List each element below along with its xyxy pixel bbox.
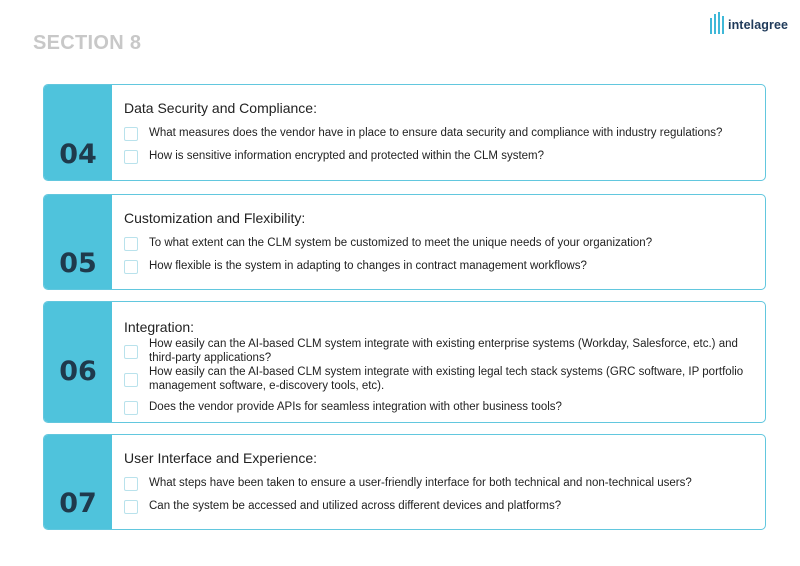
checkbox[interactable]	[124, 260, 138, 274]
checkbox[interactable]	[124, 345, 138, 359]
section-title: SECTION 8	[33, 32, 142, 54]
checkbox[interactable]	[124, 500, 138, 514]
card-number-panel	[44, 435, 112, 529]
card-number-panel	[44, 195, 112, 289]
checkbox[interactable]	[124, 127, 138, 141]
logo-text: intelagree	[728, 18, 789, 32]
question-text: How is sensitive information encrypted and protected within the CLM system?	[149, 150, 545, 162]
logo	[710, 11, 788, 35]
checkbox[interactable]	[124, 477, 138, 491]
card-title: Data Security and Compliance:	[124, 100, 317, 116]
card-number: 07	[59, 488, 97, 519]
question-card	[43, 301, 766, 423]
card-title: Integration:	[124, 319, 195, 335]
card-number: 06	[59, 356, 97, 387]
bar-chart-logo-icon	[710, 12, 726, 34]
question-item	[124, 499, 753, 514]
card-number-panel	[44, 302, 112, 422]
question-item	[124, 126, 753, 141]
question-item	[124, 365, 753, 393]
question-text: To what extent can the CLM system be customized to meet the unique needs of your organization?	[149, 237, 653, 249]
question-text: How easily can the AI-based CLM system integrate with existing enterprise systems (Workday, Salesforce, etc.) and third-party applications?	[149, 338, 738, 364]
checkbox[interactable]	[124, 373, 138, 387]
question-item	[124, 236, 753, 251]
question-item	[124, 400, 753, 415]
card-number-panel	[44, 85, 112, 180]
question-card	[43, 84, 766, 181]
question-item	[124, 337, 753, 365]
card-title: Customization and Flexibility:	[124, 210, 306, 226]
checkbox[interactable]	[124, 237, 138, 251]
question-text: What steps have been taken to ensure a user-friendly interface for both technical and non-technical users?	[149, 477, 692, 489]
question-item	[124, 259, 753, 274]
checkbox[interactable]	[124, 150, 138, 164]
card-title: User Interface and Experience:	[124, 450, 317, 466]
question-text: Can the system be accessed and utilized across different devices and platforms?	[149, 500, 562, 512]
question-item	[124, 476, 753, 491]
question-card	[43, 194, 766, 290]
card-number: 05	[59, 248, 97, 279]
question-text: How flexible is the system in adapting to changes in contract management workflows?	[149, 260, 587, 272]
question-text: What measures does the vendor have in place to ensure data security and compliance with industry regulations?	[149, 127, 723, 139]
checkbox[interactable]	[124, 401, 138, 415]
question-text: Does the vendor provide APIs for seamless integration with other business tools?	[149, 401, 562, 413]
question-item	[124, 149, 753, 164]
question-text: How easily can the AI-based CLM system integrate with existing legal tech stack systems (GRC software, IP portfolio management software, e-discovery tools, etc).	[149, 366, 744, 392]
question-card	[43, 434, 766, 530]
card-number: 04	[59, 139, 97, 170]
